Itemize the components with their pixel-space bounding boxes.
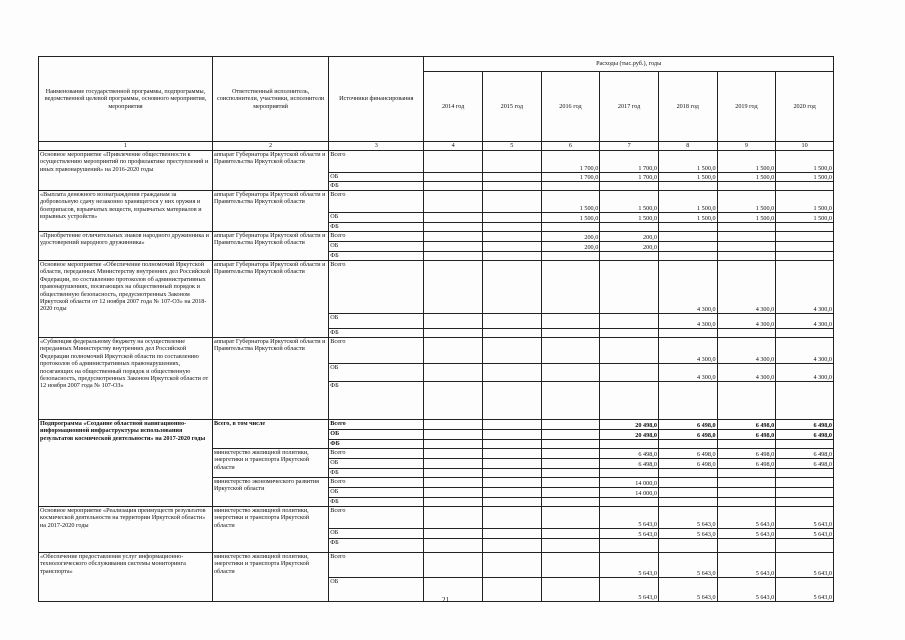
amount-cell: 4 300,0 xyxy=(776,261,834,314)
amount-cell xyxy=(541,182,600,191)
amount-cell xyxy=(424,382,483,420)
amount-cell xyxy=(658,498,717,507)
column-number: 4 xyxy=(424,142,483,151)
amount-cell: 4 300,0 xyxy=(717,338,776,364)
activity-name: Основное мероприятие «Обеспечение полномочий Иркутской области, переданных Министерству внутренних дел Российской Федерации, по составлению протоколов об административных правонарушениях, посягающих на общественный порядок и общественную безопасность, предусмотренных Законом Иркутской области от 12 ноября 2007 года № 107-ОЗ» на 2018-2020 годы xyxy=(39,261,213,338)
amount-cell xyxy=(600,329,659,338)
amount-cell: 5 643,0 xyxy=(600,529,659,539)
amount-cell: 1 500,0 xyxy=(658,213,717,223)
amount-cell xyxy=(600,440,659,449)
amount-cell xyxy=(482,420,541,430)
amount-cell xyxy=(424,529,483,539)
amount-cell xyxy=(600,498,659,507)
amount-cell xyxy=(541,223,600,232)
amount-cell xyxy=(424,151,483,173)
executor: аппарат Губернатора Иркутской области и Правительства Иркутской области xyxy=(212,338,328,420)
amount-cell xyxy=(424,488,483,498)
amount-cell: 1 500,0 xyxy=(776,151,834,173)
amount-cell xyxy=(776,440,834,449)
funding-source: ОБ xyxy=(329,578,424,602)
amount-cell: 6 498,0 xyxy=(776,449,834,459)
funding-source: ФБ xyxy=(329,382,424,420)
amount-cell xyxy=(776,498,834,507)
amount-cell: 6 498,0 xyxy=(776,430,834,440)
amount-cell xyxy=(482,553,541,578)
amount-cell xyxy=(658,469,717,478)
amount-cell xyxy=(424,242,483,252)
amount-cell xyxy=(424,578,483,602)
funding-source: Всего xyxy=(329,232,424,242)
funding-source: ОБ xyxy=(329,488,424,498)
amount-cell xyxy=(776,252,834,261)
amount-cell xyxy=(482,430,541,440)
amount-cell: 6 498,0 xyxy=(658,459,717,469)
amount-cell xyxy=(482,252,541,261)
amount-cell: 1 500,0 xyxy=(717,151,776,173)
amount-cell xyxy=(600,338,659,364)
funding-source: ФБ xyxy=(329,498,424,507)
amount-cell xyxy=(482,529,541,539)
amount-cell xyxy=(658,329,717,338)
amount-cell xyxy=(541,382,600,420)
amount-cell: 5 643,0 xyxy=(600,507,659,529)
header-year: 2016 год xyxy=(541,72,600,142)
amount-cell: 4 300,0 xyxy=(658,338,717,364)
amount-cell xyxy=(424,252,483,261)
amount-cell xyxy=(541,498,600,507)
amount-cell xyxy=(424,213,483,223)
funding-source: ОБ xyxy=(329,430,424,440)
amount-cell: 1 500,0 xyxy=(600,213,659,223)
funding-source: ФБ xyxy=(329,252,424,261)
funding-source: Всего xyxy=(329,191,424,213)
funding-source: ФБ xyxy=(329,440,424,449)
amount-cell xyxy=(658,478,717,488)
amount-cell xyxy=(482,191,541,213)
table-row xyxy=(39,232,834,242)
amount-cell xyxy=(424,191,483,213)
amount-cell: 4 300,0 xyxy=(658,261,717,314)
activity-name: Подпрограмма «Создание областной навигационно-информационной инфраструктуры использования результатов космической деятельности» на 2017-2020 годы xyxy=(39,420,213,507)
amount-cell xyxy=(482,223,541,232)
executor: министерство жилищной политики, энергетики и транспорта Иркутской области xyxy=(212,449,328,478)
amount-cell: 5 643,0 xyxy=(717,578,776,602)
amount-cell xyxy=(776,488,834,498)
executor: министерство жилищной политики, энергетики и транспорта Иркутской области xyxy=(212,507,328,553)
amount-cell: 6 498,0 xyxy=(776,420,834,430)
amount-cell xyxy=(717,478,776,488)
amount-cell xyxy=(541,252,600,261)
amount-cell: 4 300,0 xyxy=(658,314,717,329)
amount-cell: 5 643,0 xyxy=(776,553,834,578)
amount-cell xyxy=(482,578,541,602)
amount-cell xyxy=(482,440,541,449)
amount-cell: 1 500,0 xyxy=(717,213,776,223)
amount-cell: 1 500,0 xyxy=(776,213,834,223)
amount-cell: 200,0 xyxy=(600,232,659,242)
amount-cell: 4 300,0 xyxy=(717,261,776,314)
amount-cell xyxy=(658,440,717,449)
funding-source: Всего xyxy=(329,478,424,488)
amount-cell xyxy=(776,182,834,191)
amount-cell xyxy=(600,223,659,232)
amount-cell xyxy=(658,232,717,242)
amount-cell xyxy=(776,539,834,553)
header-year: 2015 год xyxy=(482,72,541,142)
amount-cell xyxy=(717,242,776,252)
table-row xyxy=(39,507,834,529)
amount-cell xyxy=(424,459,483,469)
amount-cell xyxy=(482,469,541,478)
amount-cell xyxy=(658,382,717,420)
table-row xyxy=(39,553,834,578)
amount-cell xyxy=(424,539,483,553)
amount-cell: 1 500,0 xyxy=(776,191,834,213)
amount-cell xyxy=(600,382,659,420)
amount-cell: 200,0 xyxy=(600,242,659,252)
amount-cell xyxy=(600,364,659,382)
header-year: 2019 год xyxy=(717,72,776,142)
amount-cell xyxy=(424,469,483,478)
column-number: 9 xyxy=(717,142,776,151)
amount-cell: 1 500,0 xyxy=(717,173,776,182)
amount-cell xyxy=(482,314,541,329)
amount-cell: 5 643,0 xyxy=(717,507,776,529)
amount-cell xyxy=(776,469,834,478)
amount-cell xyxy=(482,338,541,364)
amount-cell xyxy=(541,529,600,539)
amount-cell: 1 500,0 xyxy=(658,191,717,213)
amount-cell xyxy=(482,173,541,182)
executor: министерство экономического развития Иркутской области xyxy=(212,478,328,507)
amount-cell xyxy=(482,261,541,314)
amount-cell: 5 643,0 xyxy=(600,578,659,602)
amount-cell xyxy=(424,182,483,191)
funding-source: ФБ xyxy=(329,223,424,232)
executor: аппарат Губернатора Иркутской области и Правительства Иркутской области xyxy=(212,261,328,338)
header-program-name: Наименование государственной программы, подпрограммы, ведомственной целевой программы, основного мероприятия, мероприятия xyxy=(39,57,213,142)
amount-cell: 4 300,0 xyxy=(776,364,834,382)
amount-cell xyxy=(482,151,541,173)
header-executor: Ответственный исполнитель, соисполнители, участники, исполнители мероприятий xyxy=(212,57,328,142)
executor: аппарат Губернатора Иркутской области и Правительства Иркутской области xyxy=(212,232,328,261)
amount-cell xyxy=(482,232,541,242)
amount-cell xyxy=(658,223,717,232)
amount-cell xyxy=(776,478,834,488)
amount-cell xyxy=(600,314,659,329)
amount-cell xyxy=(541,478,600,488)
amount-cell: 14 000,0 xyxy=(600,478,659,488)
amount-cell xyxy=(541,459,600,469)
amount-cell xyxy=(424,338,483,364)
funding-source: ОБ xyxy=(329,213,424,223)
amount-cell xyxy=(482,329,541,338)
amount-cell: 6 498,0 xyxy=(658,430,717,440)
amount-cell xyxy=(482,507,541,529)
amount-cell xyxy=(717,223,776,232)
amount-cell: 1 700,0 xyxy=(541,173,600,182)
amount-cell xyxy=(541,539,600,553)
amount-cell xyxy=(541,469,600,478)
amount-cell xyxy=(424,223,483,232)
amount-cell xyxy=(541,449,600,459)
executor: аппарат Губернатора Иркутской области и Правительства Иркутской области xyxy=(212,191,328,232)
activity-name: Основное мероприятие «Привлечение общественности к осуществлению мероприятий по профилактике преступлений и иных правонарушений» на 2016-2020 годы xyxy=(39,151,213,191)
amount-cell: 200,0 xyxy=(541,232,600,242)
amount-cell: 5 643,0 xyxy=(717,553,776,578)
amount-cell xyxy=(541,420,600,430)
amount-cell: 1 500,0 xyxy=(717,191,776,213)
amount-cell xyxy=(717,182,776,191)
funding-source: ОБ xyxy=(329,459,424,469)
column-number: 3 xyxy=(329,142,424,151)
amount-cell: 1 500,0 xyxy=(541,191,600,213)
funding-source: ОБ xyxy=(329,364,424,382)
amount-cell xyxy=(600,182,659,191)
amount-cell xyxy=(424,261,483,314)
amount-cell: 1 500,0 xyxy=(776,173,834,182)
column-number: 6 xyxy=(541,142,600,151)
amount-cell xyxy=(717,498,776,507)
amount-cell: 6 498,0 xyxy=(717,420,776,430)
amount-cell: 4 300,0 xyxy=(776,314,834,329)
header-expenses: Расходы (тыс.руб.), годы xyxy=(424,57,834,72)
amount-cell xyxy=(482,449,541,459)
header-year: 2020 год xyxy=(776,72,834,142)
amount-cell xyxy=(717,252,776,261)
amount-cell xyxy=(658,488,717,498)
column-number: 7 xyxy=(600,142,659,151)
amount-cell: 4 300,0 xyxy=(776,338,834,364)
header-year: 2014 год xyxy=(424,72,483,142)
funding-source: Всего xyxy=(329,338,424,364)
amount-cell: 6 498,0 xyxy=(717,459,776,469)
column-number: 5 xyxy=(482,142,541,151)
activity-name: Основное мероприятие «Реализация преимуществ результатов космической деятельности на территории Иркутской области» на 2017-2020 годы xyxy=(39,507,213,553)
amount-cell xyxy=(482,213,541,223)
amount-cell xyxy=(424,329,483,338)
amount-cell xyxy=(482,242,541,252)
amount-cell xyxy=(717,232,776,242)
column-number: 2 xyxy=(212,142,328,151)
amount-cell: 1 500,0 xyxy=(658,151,717,173)
funding-source: Всего xyxy=(329,553,424,578)
amount-cell: 1 500,0 xyxy=(600,191,659,213)
funding-source: Всего xyxy=(329,507,424,529)
amount-cell xyxy=(658,182,717,191)
amount-cell xyxy=(776,242,834,252)
amount-cell xyxy=(424,449,483,459)
amount-cell: 5 643,0 xyxy=(658,578,717,602)
activity-name: «Приобретение отличительных знаков народного дружинника и удостоверений народного дружинника» xyxy=(39,232,213,261)
amount-cell: 5 643,0 xyxy=(776,507,834,529)
amount-cell xyxy=(776,232,834,242)
funding-source: Всего xyxy=(329,151,424,173)
amount-cell xyxy=(424,232,483,242)
amount-cell xyxy=(424,478,483,488)
funding-source: ФБ xyxy=(329,329,424,338)
amount-cell: 6 498,0 xyxy=(776,459,834,469)
amount-cell: 4 300,0 xyxy=(658,364,717,382)
amount-cell: 200,0 xyxy=(541,242,600,252)
amount-cell xyxy=(658,539,717,553)
page-number: 21 xyxy=(442,596,449,604)
amount-cell: 6 498,0 xyxy=(600,459,659,469)
amount-cell xyxy=(600,261,659,314)
amount-cell xyxy=(424,553,483,578)
table-row xyxy=(39,261,834,314)
amount-cell xyxy=(482,488,541,498)
amount-cell xyxy=(717,440,776,449)
activity-name: «Выплата денежного вознаграждения гражданам за добровольную сдачу незаконно хранящегося у них оружия и боеприпасов, взрывчатых веществ, взрывчатых материалов и взрывных устройств» xyxy=(39,191,213,232)
expenses-table xyxy=(38,56,834,602)
activity-name: «Обеспечение предоставления услуг информационно-технологического обслуживания системы мониторинга транспорта» xyxy=(39,553,213,602)
amount-cell: 6 498,0 xyxy=(600,449,659,459)
funding-source: ФБ xyxy=(329,469,424,478)
amount-cell: 1 700,0 xyxy=(541,151,600,173)
column-number: 8 xyxy=(658,142,717,151)
amount-cell xyxy=(541,329,600,338)
amount-cell: 6 498,0 xyxy=(717,449,776,459)
amount-cell xyxy=(600,469,659,478)
amount-cell xyxy=(658,252,717,261)
executor: аппарат Губернатора Иркутской области и Правительства Иркутской области xyxy=(212,151,328,191)
funding-source: ФБ xyxy=(329,182,424,191)
amount-cell: 4 300,0 xyxy=(717,364,776,382)
funding-source: ОБ xyxy=(329,242,424,252)
amount-cell xyxy=(776,223,834,232)
amount-cell xyxy=(482,364,541,382)
amount-cell: 5 643,0 xyxy=(776,578,834,602)
amount-cell xyxy=(541,488,600,498)
amount-cell xyxy=(717,329,776,338)
funding-source: ОБ xyxy=(329,314,424,329)
amount-cell: 5 643,0 xyxy=(658,507,717,529)
amount-cell: 5 643,0 xyxy=(658,553,717,578)
amount-cell: 5 643,0 xyxy=(776,529,834,539)
funding-source: Всего xyxy=(329,449,424,459)
header-funding-sources: Источники финансирования xyxy=(329,57,424,142)
amount-cell xyxy=(424,420,483,430)
amount-cell xyxy=(776,329,834,338)
amount-cell: 6 498,0 xyxy=(658,449,717,459)
amount-cell xyxy=(424,507,483,529)
amount-cell xyxy=(776,382,834,420)
amount-cell xyxy=(717,382,776,420)
amount-cell xyxy=(482,498,541,507)
table-row xyxy=(39,420,834,430)
executor: Всего, в том числе xyxy=(212,420,328,449)
amount-cell: 6 498,0 xyxy=(717,430,776,440)
amount-cell xyxy=(482,182,541,191)
table-row xyxy=(39,151,834,173)
amount-cell xyxy=(541,440,600,449)
amount-cell xyxy=(482,459,541,469)
amount-cell xyxy=(541,338,600,364)
funding-source: Всего xyxy=(329,261,424,314)
header-year: 2018 год xyxy=(658,72,717,142)
funding-source: ОБ xyxy=(329,529,424,539)
amount-cell xyxy=(482,382,541,420)
amount-cell xyxy=(424,314,483,329)
amount-cell: 1 700,0 xyxy=(600,173,659,182)
amount-cell: 1 500,0 xyxy=(541,213,600,223)
amount-cell xyxy=(541,314,600,329)
column-number: 1 xyxy=(39,142,213,151)
executor: министерство жилищной политики, энергетики и транспорта Иркутской области xyxy=(212,553,328,602)
amount-cell xyxy=(717,469,776,478)
funding-source: Всего xyxy=(329,420,424,430)
amount-cell xyxy=(541,578,600,602)
amount-cell xyxy=(541,364,600,382)
amount-cell xyxy=(717,488,776,498)
funding-source: ФБ xyxy=(329,539,424,553)
amount-cell xyxy=(482,478,541,488)
table-row xyxy=(39,338,834,364)
amount-cell: 14 000,0 xyxy=(600,488,659,498)
amount-cell: 20 498,0 xyxy=(600,430,659,440)
funding-source: ОБ xyxy=(329,173,424,182)
amount-cell: 1 700,0 xyxy=(600,151,659,173)
amount-cell xyxy=(658,242,717,252)
amount-cell: 5 643,0 xyxy=(717,529,776,539)
amount-cell xyxy=(541,553,600,578)
amount-cell xyxy=(424,440,483,449)
amount-cell xyxy=(424,364,483,382)
activity-name: «Субвенция федеральному бюджету на осуществление переданных Министерству внутренних дел Российской Федерации полномочий Иркутской области по составлению протоколов об административных правонарушениях, посягающих на общественный порядок и общественную безопасность, предусмотренных Законом Иркутской области от 12 ноября 2007 года № 107-ОЗ» xyxy=(39,338,213,420)
table-body xyxy=(39,151,834,602)
amount-cell: 5 643,0 xyxy=(600,553,659,578)
amount-cell xyxy=(717,539,776,553)
amount-cell: 5 643,0 xyxy=(658,529,717,539)
amount-cell xyxy=(482,539,541,553)
amount-cell: 1 500,0 xyxy=(658,173,717,182)
amount-cell xyxy=(424,173,483,182)
amount-cell: 6 498,0 xyxy=(658,420,717,430)
amount-cell xyxy=(424,498,483,507)
amount-cell: 4 300,0 xyxy=(717,314,776,329)
amount-cell xyxy=(541,507,600,529)
column-number: 10 xyxy=(776,142,834,151)
amount-cell xyxy=(600,252,659,261)
amount-cell xyxy=(424,430,483,440)
table-row xyxy=(39,191,834,213)
amount-cell xyxy=(541,430,600,440)
amount-cell xyxy=(541,261,600,314)
header-year: 2017 год xyxy=(600,72,659,142)
amount-cell xyxy=(600,539,659,553)
amount-cell: 20 498,0 xyxy=(600,420,659,430)
